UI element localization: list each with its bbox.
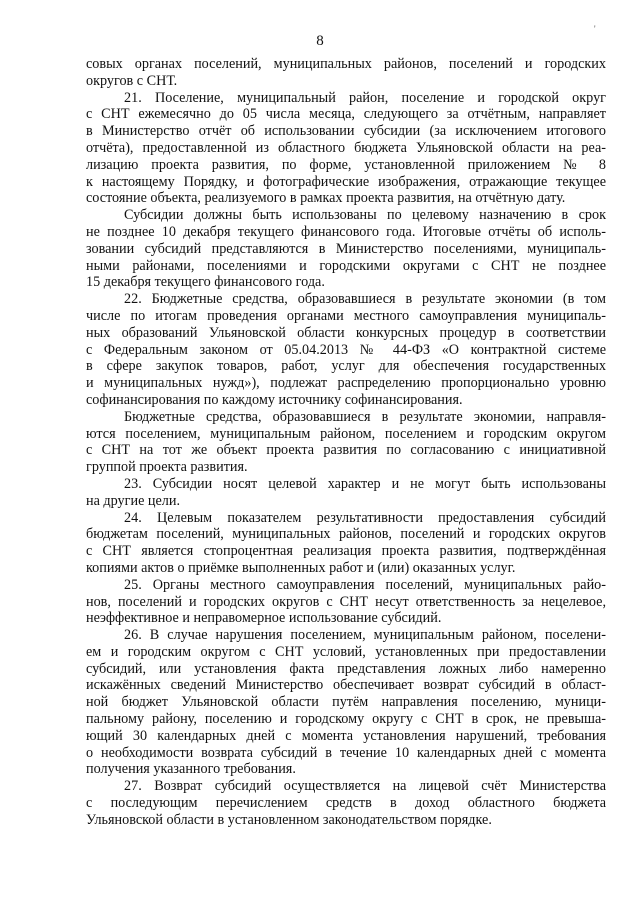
text-line: 26. В случае нарушения поселением, муниципальным районом, поселени- [124,627,606,644]
text-line: 27. Возврат субсидий осуществляется на лицевой счёт Министерства [124,778,606,795]
text-line: о необходимости возврата субсидий в течение 10 календарных дней с момента [86,744,606,761]
text-line: отчёта), предоставленной из областного бюджета Ульяновской области на реа- [86,139,606,156]
text-line: в Министерство отчёт об использовании субсидии (за исключением итогового [86,123,606,140]
paragraph-clause-24 [86,510,606,577]
text-line: ем и городским округом с СНТ условий, установленных при предоставлении [86,643,606,660]
paragraph-clause-22 [86,291,606,409]
paragraph-clause-21-b [86,207,606,291]
text-line: ной бюджет Ульяновской области путём направления поселению, муници- [86,694,606,711]
text-line: бюджетам поселений, муниципальных районов, поселений и городских округов [86,526,606,543]
text-line: с последующим перечислением средств в доход областного бюджета [86,795,606,812]
text-line: нов, поселений и городских округов с СНТ несут ответственность за нецелевое, [86,593,606,610]
paragraph-clause-23 [86,476,606,510]
text-line: к настоящему Порядку, и фотографические изображения, отражающие текущее [86,173,606,190]
text-line: ных образований Ульяновской области конкурсных процедур в соответствии [86,324,606,341]
text-line: искажённых сведений Министерство обеспечивает возврат субсидий в област- [86,677,606,694]
text-line: копиями актов о приёмке выполненных работ и (или) оказанных услуг. [86,559,516,576]
text-line: с СНТ является стопроцентная реализация проекта развития, подтверждённая [86,543,606,560]
text-line: ными районами, поселениями и городскими округами с СНТ не позднее [86,257,606,274]
text-line: ющий 30 календарных дней с момента установления нарушений, требования [86,727,606,744]
text-line: не позднее 10 декабря текущего финансового года. Итоговые отчёты об исполь- [86,223,606,240]
text-line: 24. Целевым показателем результативности предоставления субсидий [124,509,606,526]
text-line: Ульяновской области в установленном законодательством порядке. [86,811,492,828]
text-line: на другие цели. [86,492,181,509]
text-line: зовании субсидий представляются в Министерство поселениями, муниципаль- [86,240,606,257]
paragraph-clause-22-b [86,409,606,476]
text-line: в сфере закупок товаров, работ, услуг для обеспечения государственных [86,358,606,375]
text-line: получения указанного требования. [86,761,296,778]
paragraph-clause-27 [86,778,606,828]
paragraph-clause-21 [86,90,606,208]
text-line: 21. Поселение, муниципальный район, поселение и городской округ [124,89,606,106]
page-number: 8 [316,33,324,49]
text-line: пальному району, поселению и городскому округу с СНТ в срок, не превыша- [86,711,606,728]
document-body [86,56,606,829]
text-line: неэффективное и неправомерное использование субсидий. [86,610,442,627]
text-line: группой проекта развития. [86,459,248,476]
text-line: 22. Бюджетные средства, образовавшиеся в результате экономии (в том [124,291,606,308]
text-line: с Федеральным законом от 05.04.2013 № 44-ФЗ «О контрактной системе [86,341,606,358]
paragraph-clause-25 [86,577,606,627]
paragraph-continuation [86,56,606,90]
scan-mark: ' [594,24,596,34]
text-line: числе по итогам проведения органами местного самоуправления муниципаль- [86,307,606,324]
text-line: 15 декабря текущего финансового года. [86,274,325,291]
text-line: Бюджетные средства, образовавшиеся в результате экономии, направля- [124,408,606,425]
text-line: совых органах поселений, муниципальных районов, поселений и городских [86,56,606,72]
text-line: 23. Субсидии носят целевой характер и не могут быть использованы [124,475,606,492]
text-line: и муниципальных нужд»), подлежат распределению пропорционально уровню [86,375,606,392]
text-line: лизацию проекта развития, по форме, установленной приложением № 8 [86,156,606,173]
paragraph-clause-26 [86,627,606,778]
text-line: субсидий, или установления факта представления ложных либо намеренно [86,660,606,677]
text-line: Субсидии должны быть использованы по целевому назначению в срок [124,207,606,224]
text-line: ются поселением, муниципальным районом, поселением и городским округом [86,425,606,442]
text-line: с СНТ ежемесячно до 05 числа месяца, следующего за отчётным, направляет [86,106,606,123]
text-line: софинансирования по каждому источнику софинансирования. [86,391,463,408]
text-line: состояние объекта, реализуемого в рамках проекта развития, на отчётную дату. [86,190,566,207]
text-line: с СНТ на тот же объект проекта развития по согласованию с инициативной [86,442,606,459]
text-line: 25. Органы местного самоуправления поселений, муниципальных райо- [124,576,606,593]
text-line: округов с СНТ. [86,72,178,89]
